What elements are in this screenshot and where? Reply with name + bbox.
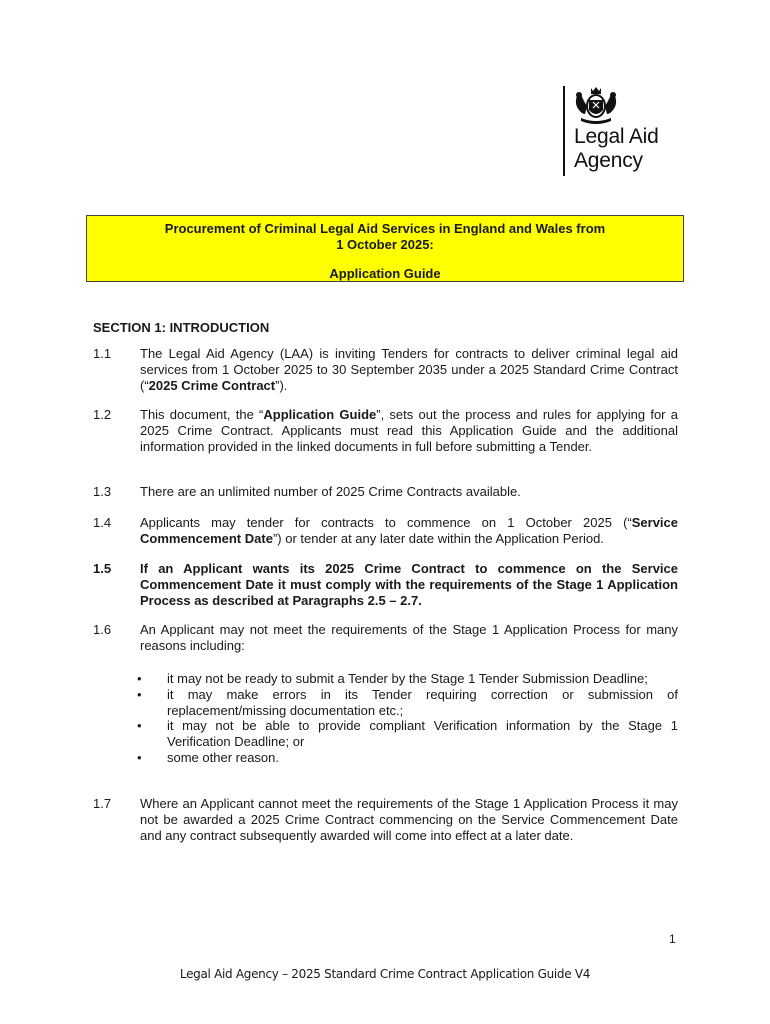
paragraph-text: This document, the “: [140, 407, 264, 422]
logo-divider: [563, 86, 565, 176]
list-item-text: some other reason.: [167, 749, 280, 765]
paragraph-number: 1.2: [93, 407, 112, 422]
bullet-icon: •: [137, 718, 142, 734]
paragraph-text: ”, sets out the process and rules for applying for a 2025 Crime Contract. Applicants must read this Application Guide and the additional information provided in the linked documents in full before submitting a Tender.: [140, 407, 678, 454]
list-item-text: it may not be ready to submit a Tender by the Stage 1 Tender Submission Deadline;: [167, 671, 648, 686]
defined-term: 2025 Crime Contract: [148, 377, 276, 393]
page-number: 1: [669, 932, 676, 946]
section-heading: SECTION 1: INTRODUCTION: [93, 320, 270, 335]
list-item: [93, 671, 678, 687]
paragraph-text: There are an unlimited number of 2025 Crime Contracts available.: [140, 484, 521, 499]
document-title-box: [86, 215, 684, 282]
title-line-1: Procurement of Criminal Legal Aid Services in England and Wales from: [164, 221, 606, 236]
paragraph-number: 1.5: [93, 561, 112, 576]
paragraph-1-2: [93, 407, 678, 454]
title-subtitle: Application Guide: [329, 266, 441, 281]
paragraph-text: An Applicant may not meet the requirements of the Stage 1 Application Process for many reasons including:: [140, 622, 678, 653]
paragraph-number: 1.6: [93, 622, 112, 637]
list-item-text: it may not be able to provide compliant Verification information by the Stage 1 Verification Deadline; or: [167, 718, 678, 750]
royal-coat-of-arms-icon: [573, 86, 619, 126]
bullet-icon: •: [137, 686, 142, 702]
paragraph-text: If an Applicant wants its 2025 Crime Contract to commence on the Service Commencement Date it must comply with the requirements of the Stage 1 Application Process as described at Paragraphs 2.5 – 2.7.: [140, 561, 678, 608]
paragraph-text: The Legal Aid Agency (LAA) is inviting Tenders for contracts to deliver criminal legal aid services from 1 October 2025 to 30 September 2035 under a 2025 Standard Crime Contract (“: [140, 346, 678, 393]
reasons-list: [93, 671, 678, 766]
bullet-icon: •: [137, 749, 142, 765]
paragraph-text: ”) or tender at any later date within the Application Period.: [272, 530, 604, 546]
defined-term: Service Commencement Date: [140, 515, 678, 546]
paragraph-1-5: [93, 561, 678, 608]
paragraph-1-1: [93, 346, 678, 393]
defined-term: Application Guide: [263, 407, 377, 422]
paragraph-number: 1.7: [93, 796, 112, 811]
paragraph-number: 1.1: [93, 346, 112, 361]
paragraph-text: Applicants may tender for contracts to commence on 1 October 2025 (“: [140, 515, 632, 530]
list-item: [93, 750, 678, 766]
paragraph-number: 1.3: [93, 484, 112, 499]
paragraph-text: Where an Applicant cannot meet the requirements of the Stage 1 Application Process it may not be awarded a 2025 Crime Contract commencing on the Service Commencement Date and any contract subsequently awarded will come into effect at a later date.: [140, 796, 678, 843]
list-item: [93, 687, 678, 719]
paragraph-1-3: [93, 484, 678, 500]
paragraph-1-7: [93, 796, 678, 843]
paragraph-1-4: [93, 515, 678, 547]
paragraph-text: ”).: [275, 377, 288, 393]
logo-line-agency: Agency: [574, 149, 643, 172]
title-line-2: 1 October 2025:: [336, 237, 434, 252]
paragraph-1-6: [93, 622, 678, 654]
bullet-icon: •: [137, 671, 142, 686]
paragraph-number: 1.4: [93, 515, 112, 530]
list-item: [93, 718, 678, 750]
page-footer: Legal Aid Agency – 2025 Standard Crime Contract Application Guide V4: [179, 967, 591, 981]
list-item-text: it may make errors in its Tender requiring correction or submission of replacement/missing documentation etc.;: [167, 686, 678, 718]
legal-aid-agency-logo: [563, 86, 703, 182]
logo-line-legal-aid: Legal Aid: [574, 125, 659, 148]
